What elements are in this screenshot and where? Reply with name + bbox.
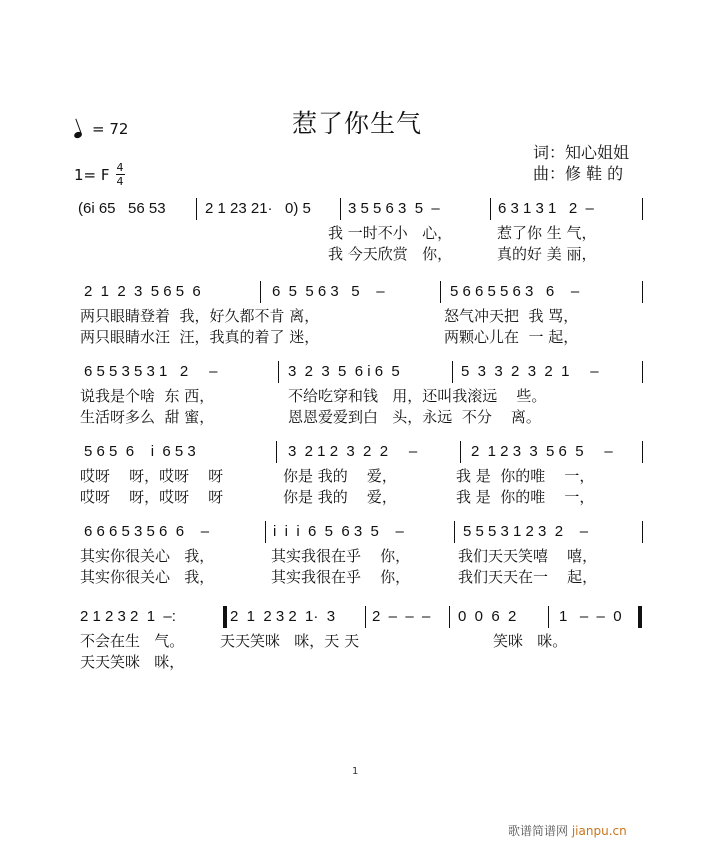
notation-line: [78, 443, 648, 465]
bar-line: [460, 441, 461, 463]
notation-line: [78, 200, 648, 222]
time-sig-bottom: 4: [116, 175, 124, 188]
measure-notes: 3 2 3 5 6 i 6 5: [288, 363, 400, 380]
lyric-segment: 其实你很关心 我，: [80, 568, 215, 586]
lyric-segment: 怒气冲天把 我 骂，: [444, 307, 579, 325]
bar-line: [452, 361, 453, 383]
lyric-line: [78, 566, 648, 587]
measure-notes: 2 1 2 3 2 1· 3: [230, 608, 336, 625]
bar-line: [260, 281, 261, 303]
lyric-segment: 哎呀 呀，哎呀 呀: [80, 488, 224, 506]
lyric-segment: 惹了你 生 气，: [497, 224, 597, 242]
lyric-line: [78, 243, 648, 264]
lyric-line: [78, 465, 648, 486]
lyric-segment: 真的好 美 丽，: [497, 245, 597, 263]
measure-notes: 2 1 2 3 3 5 6 5 –: [471, 443, 613, 460]
lyric-segment: 笑咪 咪。: [493, 632, 568, 650]
bar-line: [449, 606, 450, 628]
bar-line: [642, 198, 643, 220]
bar-line: [440, 281, 441, 303]
score-row: [78, 200, 648, 264]
credits: [533, 142, 629, 184]
bar-line: [365, 606, 366, 628]
lyric-segment: 恩恩爱爱到白 头，永远 不分 离。: [288, 408, 541, 426]
notation-line: [78, 283, 648, 305]
bar-line: [340, 198, 341, 220]
key-signature: [74, 162, 125, 187]
measure-notes: 5 5 5 3 1 2 3 2 –: [463, 523, 589, 540]
measure-notes: 2 1 2 3 5 6 5 6: [84, 283, 201, 300]
lyric-segment: 我 今天欣赏 你，: [328, 245, 453, 263]
watermark-cn: 歌谱简谱网: [508, 824, 569, 838]
lyric-segment: 其实你很关心 我，: [80, 547, 215, 565]
bar-line: [454, 521, 455, 543]
bar-line: [642, 281, 643, 303]
bar-line: [642, 521, 643, 543]
measure-notes: 5 6 6 5 5 6 3 6 –: [450, 283, 580, 300]
lyric-segment: 两只眼睛登着 我，好久都不肯 离，: [80, 307, 320, 325]
lyric-line: [78, 326, 648, 347]
score-row: [78, 443, 648, 507]
measure-notes: 2 – – –: [372, 608, 431, 625]
lyric-segment: 我们天天笑嘻 嘻，: [458, 547, 598, 565]
lyric-segment: 我 是 你的唯 一，: [456, 467, 595, 485]
watermark: [508, 822, 627, 839]
lyric-segment: 不会在生 气。: [80, 632, 185, 650]
lyric-segment: 两颗心儿在 一 起，: [444, 328, 579, 346]
lyric-line: [78, 630, 648, 651]
measure-notes: 5 6 5 6 i 6 5 3: [84, 443, 196, 460]
lyric-segment: 哎呀 呀，哎呀 呀: [80, 467, 224, 485]
measure-notes: 6 6 6 5 3 5 6 6 –: [84, 523, 210, 540]
lyric-line: [78, 651, 648, 672]
key-label: 1= F: [74, 165, 110, 184]
measure-notes: 2 1 2 3 2 1 –:: [80, 608, 176, 625]
lyric-segment: 其实我很在乎 你，: [271, 547, 411, 565]
measure-notes: 6 5 5 3 5 3 1 2 –: [84, 363, 218, 380]
tempo-value: = 72: [92, 120, 129, 138]
lyric-line: [78, 222, 648, 243]
watermark-site: jianpu.cn: [571, 824, 627, 838]
measure-notes: (6i 65 56 53: [78, 200, 166, 217]
measure-notes: 2 1 23 21· 0) 5: [205, 200, 311, 217]
notation-line: [78, 608, 648, 630]
measure-notes: i i i 6 5 6 3 5 –: [273, 523, 404, 540]
lyric-segment: 你是 我的 爱，: [283, 488, 397, 506]
lyric-segment: 其实我很在乎 你，: [271, 568, 411, 586]
lyric-segment: 不给吃穿和钱 用，还叫我滚远 些。: [288, 387, 547, 405]
measure-notes: 1 – – 0: [559, 608, 622, 625]
bar-line: [276, 441, 277, 463]
double-bar-line: [223, 606, 227, 628]
measure-notes: 6 3 1 3 1 2 –: [498, 200, 594, 217]
song-title: 惹了你生气: [291, 109, 422, 138]
bar-line: [642, 361, 643, 383]
time-signature: [116, 162, 125, 187]
quarter-note-icon: [73, 131, 83, 139]
bar-line: [278, 361, 279, 383]
bar-line: [642, 441, 643, 463]
lyric-segment: 两只眼睛水汪 汪，我真的着了 迷，: [80, 328, 320, 346]
lyric-line: [78, 545, 648, 566]
double-bar-line: [638, 606, 642, 628]
time-sig-top: 4: [116, 161, 124, 174]
score-row: [78, 283, 648, 347]
page-number: 1: [352, 766, 359, 777]
composer: 曲：修 鞋 的: [533, 164, 624, 183]
lyric-segment: 生活呀多么 甜 蜜，: [80, 408, 215, 426]
score-row: [78, 608, 648, 672]
lyric-segment: 我们天天在一 起，: [458, 568, 598, 586]
lyric-segment: 你是 我的 爱，: [283, 467, 397, 485]
measure-notes: 0 0 6 2: [458, 608, 517, 625]
lyric-segment: 我 是 你的唯 一，: [456, 488, 595, 506]
lyric-segment: 天天笑咪 咪，: [80, 653, 185, 671]
notation-line: [78, 363, 648, 385]
lyric-segment: 天天笑咪 咪，天 天: [220, 632, 360, 650]
lyric-line: [78, 406, 648, 427]
bar-line: [490, 198, 491, 220]
measure-notes: 3 2 1 2 3 2 2 –: [288, 443, 418, 460]
notation-line: [78, 523, 648, 545]
measure-notes: 3 5 5 6 3 5 –: [348, 200, 440, 217]
bar-line: [548, 606, 549, 628]
tempo-marking: [74, 120, 128, 138]
lyric-segment: 我 一时不小 心，: [328, 224, 453, 242]
score-row: [78, 523, 648, 587]
score-row: [78, 363, 648, 427]
lyric-line: [78, 385, 648, 406]
lyric-segment: 说我是个啥 东 西，: [80, 387, 215, 405]
lyricist: 词：知心姐姐: [533, 143, 630, 162]
measure-notes: 5 3 3 2 3 2 1 –: [461, 363, 599, 380]
bar-line: [265, 521, 266, 543]
lyric-line: [78, 486, 648, 507]
measure-notes: 6 5 5 6 3 5 –: [272, 283, 385, 300]
bar-line: [196, 198, 197, 220]
lyric-line: [78, 305, 648, 326]
